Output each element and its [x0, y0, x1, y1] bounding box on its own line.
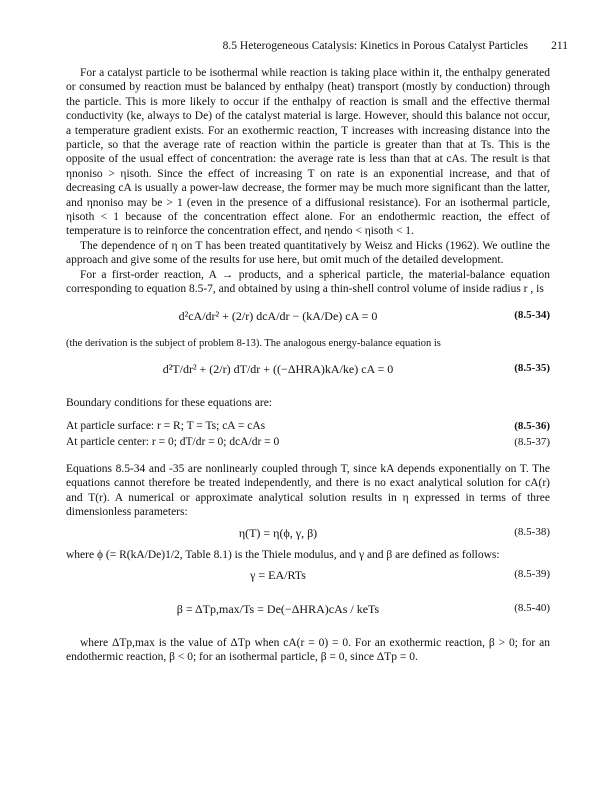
- equation-number: (8.5-36): [514, 419, 550, 432]
- paragraph-6: Equations 8.5-34 and -35 are nonlinearly coupled through T, since kA depends exponentially on T. The equations cannot therefore be treated independently, and there is no exact analytical solution for cA(r) and T(r). A numerical or approximate analytical solution results in η expressed in terms of three dimensionless parameters:: [66, 462, 550, 519]
- boundary-condition-text: At particle center: r = 0; dT/dr = 0; dcA/dr = 0: [66, 435, 280, 448]
- equation-number: (8.5-35): [514, 361, 550, 374]
- equation-8-5-35: [66, 350, 550, 390]
- equation-expression: d²cA/dr² + (2/r) dcA/dr − (kA/De) cA = 0: [178, 308, 378, 323]
- equation-8-5-38: [66, 520, 550, 548]
- page-body: [66, 66, 550, 665]
- equation-8-5-34: [66, 297, 550, 337]
- equation-number: (8.5-37): [514, 435, 550, 448]
- equation-number: (8.5-38): [514, 525, 550, 538]
- paragraph-1: For a catalyst particle to be isothermal while reaction is taking place within it, the enthalpy generated or consumed by reaction must be balanced by enthalpy (heat) transport (mostly by conduction) through the particle. This is more likely to occur if the enthalpy of reaction is small and the effective thermal conductivity (ke, always to De) of the catalyst material is large. However, should this balance not occur, a temperature gradient exists. For an exothermic reaction, T increases with increasing distance into the particle, so that the average rate of reaction within the particle is greater than that at Ts. This is the opposite of the usual effect of concentration: the average rate is less than that at cAs. The result is that ηnoniso > ηisoth. Since the effect of increasing T on rate is an exponential increase, and that of decreasing cA is usually a power-law decrease, the former may be much more significant than the latter, and ηnoniso may be > 1 (even in the presence of a diffusional resistance). For an isothermal particle, ηisoth < 1 because of the concentration effect alone. For an endothermic reaction, the effect of temperature is to reinforce the concentration effect, and ηendo < ηisoth < 1.: [66, 67, 550, 238]
- equation-8-5-39: [66, 562, 550, 590]
- boundary-condition-text: At particle surface: r = R; T = Ts; cA = cAs: [66, 419, 266, 432]
- equation-expression: d²T/dr² + (2/r) dT/dr + ((−ΔHRA)kA/ke) cA = 0: [162, 361, 394, 376]
- paragraph-8: where ΔTp,max is the value of ΔTp when cA(r = 0) = 0. For an exothermic reaction, β > 0; for an endothermic reaction, β < 0; for an isothermal particle, β = 0, since ΔTp = 0.: [66, 636, 550, 664]
- paragraph-4: (the derivation is the subject of problem 8-13). The analogous energy-balance equation is: [66, 337, 441, 349]
- equation-number: (8.5-39): [514, 567, 550, 580]
- page-number: 211: [551, 40, 568, 52]
- paragraph-7: where ϕ (= R(kA/De)1/2, Table 8.1) is the Thiele modulus, and γ and β are defined as follows:: [66, 548, 500, 561]
- paragraph-3: For a first-order reaction, A → products, and a spherical particle, the material-balance equation corresponding to equation 8.5-7, and obtained by using a thin-shell control volume of inside radius r , is: [66, 268, 550, 296]
- equation-expression: η(T) = η(ϕ, γ, β): [238, 525, 318, 540]
- section-title: 8.5 Heterogeneous Catalysis: Kinetics in Porous Catalyst Particles: [222, 40, 528, 52]
- equation-expression: β = ΔTp,max/Ts = De(−ΔHRA)cAs / keTs: [176, 601, 380, 616]
- paragraph-2: The dependence of η on T has been treated quantitatively by Weisz and Hicks (1962). We outline the approach and give some of the results for use here, but omit much of the detailed development.: [66, 239, 550, 267]
- equation-number: (8.5-40): [514, 601, 550, 614]
- boundary-condition-surface: [66, 420, 550, 436]
- page-header: [0, 40, 608, 56]
- equation-number: (8.5-34): [514, 308, 550, 321]
- boundary-condition-center: [66, 436, 550, 452]
- paragraph-5: Boundary conditions for these equations are:: [66, 396, 272, 409]
- equation-8-5-40: [66, 590, 550, 630]
- equation-expression: γ = EA/RTs: [250, 567, 306, 582]
